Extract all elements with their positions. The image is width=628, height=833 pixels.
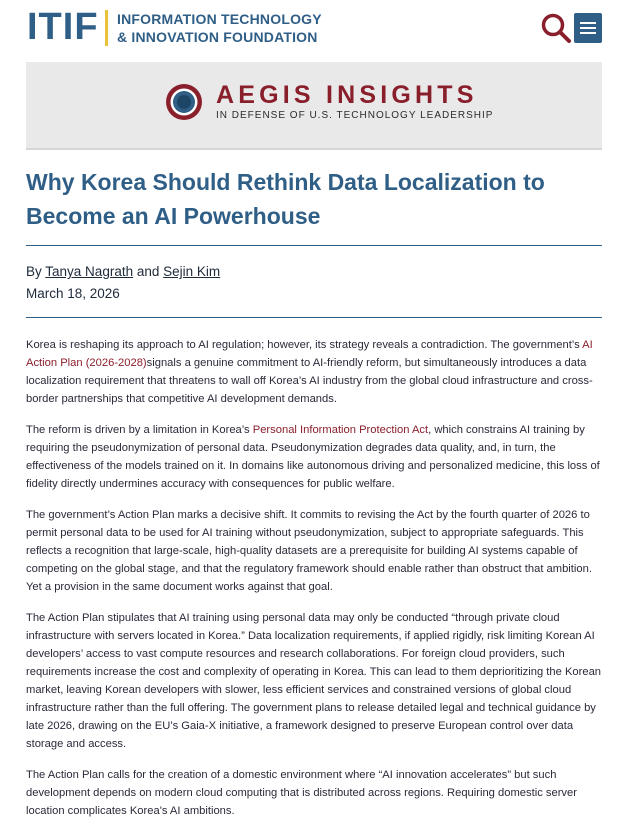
itif-full-name[interactable] bbox=[117, 10, 322, 46]
title-divider bbox=[26, 245, 602, 246]
publish-date: March 18, 2026 bbox=[26, 286, 120, 301]
byline bbox=[26, 264, 220, 279]
paragraph-2 bbox=[26, 421, 602, 493]
aegis-insights-banner[interactable] bbox=[26, 62, 602, 150]
paragraph-1-text-b: signals a genuine commitment to AI-friendly reform, but simultaneously introduces a data localization requirement that threatens to wall off Korea’s AI industry from the global cloud infrastructure and cross-border partnerships that competitive AI development demands. bbox=[26, 357, 593, 405]
pipa-link[interactable]: Personal Information Protection Act bbox=[252, 424, 429, 436]
author-link-1[interactable]: Tanya Nagrath bbox=[45, 264, 134, 279]
banner-tagline: IN DEFENSE OF U.S. TECHNOLOGY LEADERSHIP bbox=[216, 110, 494, 121]
banner-title: AEGIS INSIGHTS bbox=[216, 81, 478, 109]
paragraph-2-text-a: The reform is driven by a limitation in Korea’s bbox=[26, 424, 253, 436]
byline-divider bbox=[26, 317, 602, 318]
logo-divider bbox=[105, 10, 108, 46]
article-body bbox=[26, 336, 602, 833]
paragraph-3: The government’s Action Plan marks a decisive shift. It commits to revising the Act by the fourth quarter of 2026 to permit personal data to be used for AI training without pseudonymization, subject to appropriate safeguards. This reflects a recognition that large-scale, high-quality datasets are a prerequisite for building AI systems capable of competing on the global stage, and that the regulatory framework should enable rather than obstruct that ambition. Yet a provision in the same document works against that goal. bbox=[26, 509, 592, 593]
search-icon[interactable] bbox=[540, 12, 572, 44]
byline-prefix: By bbox=[26, 264, 42, 279]
itif-logo[interactable]: ITIF bbox=[27, 6, 99, 48]
ai-action-plan-link[interactable]: AI Action Plan (2026-2028) bbox=[26, 339, 593, 369]
logo-name-line1: INFORMATION TECHNOLOGY bbox=[117, 11, 322, 27]
paragraph-1 bbox=[26, 336, 602, 408]
author-link-2[interactable]: Sejin Kim bbox=[163, 264, 221, 279]
aegis-shield-icon bbox=[164, 82, 204, 122]
hamburger-menu-icon[interactable] bbox=[574, 13, 602, 43]
paragraph-5: The Action Plan calls for the creation of a domestic environment where “AI innovation accelerates” but such development depends on modern cloud computing that is distributed across regions. Requiring domestic server location complicates Korea's AI ambitions. bbox=[26, 769, 577, 817]
byline-and: and bbox=[136, 264, 160, 279]
site-header bbox=[0, 0, 628, 56]
article-title: Why Korea Should Rethink Data Localization to Become an AI Powerhouse bbox=[26, 169, 545, 229]
paragraph-2-text-b: , which constrains AI training by requiring the pseudonymization of personal data. Pseudonymization degrades data quality, and, in turn, the effectiveness of the models trained on it. In domains like autonomous driving and personalized medicine, this loss of fidelity directly undermines accuracy with consequences for public welfare. bbox=[26, 424, 600, 490]
paragraph-1-text-a: Korea is reshaping its approach to AI regulation; however, its strategy reveals a contradiction. The government’s bbox=[26, 339, 583, 351]
logo-name-line2: & INNOVATION FOUNDATION bbox=[117, 29, 318, 45]
paragraph-4: The Action Plan stipulates that AI training using personal data may only be conducted “through private cloud infrastructure with servers located in Korea.” Data localization requirements, if applied rigidly, risk limiting Korean AI developers’ access to vast compute resources and research collaborations. For foreign cloud providers, such requirements increase the cost and complexity of operating in Korea. This can lead to them deprioritizing the Korean market, leaving Korean developers with slower, less efficient services and constrained versions of global cloud infrastructure rather than the full offering. The government plans to release detailed legal and technical guidance by late 2026, drawing on the EU’s Gaia-X initiative, a framework designed to preserve European control over data storage and access. bbox=[26, 612, 602, 750]
